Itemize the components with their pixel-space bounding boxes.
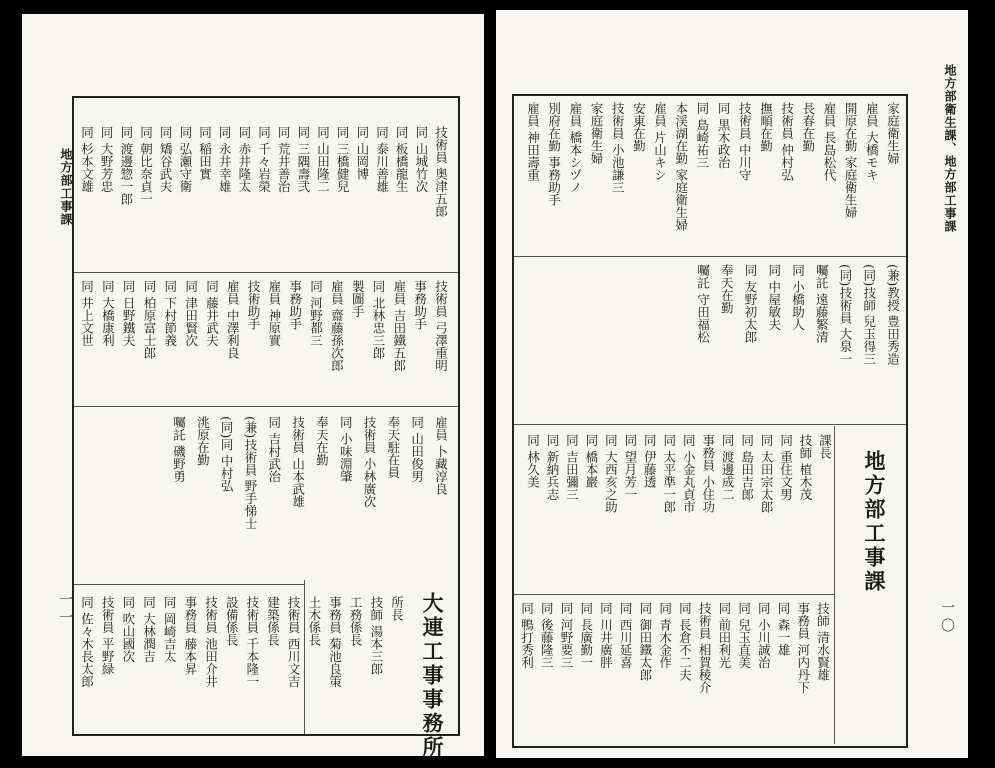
roster-entry: 同 柏原富士郎 (141, 280, 157, 359)
roster-entry: 雇員 長島松代 (821, 102, 837, 181)
roster-entry: 同 千々岩榮 (256, 126, 272, 193)
roster-entry: 事務助手 (412, 280, 428, 330)
roster-entry: 工務係長 (348, 596, 364, 646)
roster-entry: 同 三隅壽弐 (295, 126, 311, 193)
roster-entry: 同 吉田彌三 (564, 434, 580, 501)
roster-entry: 奉天在勤 (314, 416, 330, 466)
roster-entry: 同 三橋健兒 (335, 126, 351, 193)
roster-entry: 同 岡崎吉太 (162, 596, 178, 663)
roster-entry: 同 青木金作 (657, 602, 673, 669)
running-head: 地方部衛生課、地方部工事課 (943, 64, 957, 233)
roster-entry: 同 山田俊男 (409, 416, 425, 483)
roster-entry: 囑託 守田福松 (695, 264, 711, 343)
roster-entry: 同 藤井武夫 (204, 280, 220, 347)
roster-entry: 同 友野初太郎 (743, 264, 758, 343)
roster-entry: 同 小味淵肇 (338, 416, 354, 483)
roster-entry: 同 荒井善治 (276, 126, 292, 193)
roster-entry: 技術員 中川守 (737, 102, 753, 181)
roster-entry: 別府在勤 事務助手 (546, 102, 562, 206)
roster-entry: 同 新納兵志 (544, 434, 560, 501)
roster-entry: 同 橋本巖 (583, 434, 599, 488)
roster-entry: 雇員 齋藤孫次郎 (329, 280, 345, 372)
roster-entry: 同 山岡博 (354, 126, 370, 180)
roster-entry: 同 河野都三 (308, 280, 324, 347)
divider (834, 426, 835, 744)
roster-entry: 同 小金丸貞市 (681, 434, 697, 513)
roster-entry: 同 津田賢次 (183, 280, 199, 347)
roster-entry: 同 永井幸雄 (217, 126, 233, 193)
roster-entry: 同 朝比奈貞一 (138, 126, 154, 205)
roster-entry: 同 森一雄 (776, 602, 792, 656)
roster-entry: 同 川井廣胖 (598, 602, 614, 669)
roster-entry: 技術員 奥津五郎 (433, 126, 449, 218)
roster-entry: 同 杉本文雄 (79, 126, 95, 193)
roster-entry: 囑託 磯野勇 (171, 416, 187, 483)
page-number: 一〇 (939, 600, 955, 636)
roster-entry: 同 下村節義 (162, 280, 178, 347)
roster-entry: 技術員 相賀稜介 (697, 602, 713, 694)
divider (74, 406, 458, 407)
roster-entry: 事務員 菊池良策 (327, 596, 343, 688)
roster-entry: 同 黒木政治 (716, 102, 732, 169)
divider (514, 594, 834, 595)
roster-entry: 開原在勤 家庭衛生婦 (843, 102, 859, 219)
left-page (22, 14, 484, 760)
roster-entry: 同 島崎祐三 (694, 102, 710, 169)
roster-entry: 同 小川誠治 (756, 602, 772, 669)
roster-entry: 家庭衛生婦 (885, 102, 901, 165)
divider (514, 256, 906, 257)
roster-entry: 同 兒玉直美 (736, 602, 752, 669)
roster-entry: 長春在勤 (800, 102, 816, 152)
roster-entry: 安東在勤 (631, 102, 647, 152)
roster-entry: 事務員 藤本昇 (182, 596, 198, 675)
roster-entry: 同 太平準一郎 (661, 434, 677, 513)
roster-entry: 奉天駐在員 (385, 416, 401, 479)
roster-entry: 撫順在勤 (758, 102, 774, 152)
divider (514, 424, 906, 425)
roster-entry: 技師 清水賢雄 (815, 602, 831, 681)
roster-entry: 建築係長 (265, 596, 281, 646)
roster-entry: 同 御田鐵太郎 (637, 602, 653, 681)
roster-entry: 技師 湯本三郎 (368, 596, 384, 675)
roster-entry: 同 渡邊成二 (720, 434, 736, 501)
roster-entry: 設備係長 (224, 596, 240, 646)
roster-entry: 同 山城竹次 (413, 126, 429, 193)
roster-entry: 所長 (389, 596, 405, 621)
roster-entry: 事務員 小住功 (700, 434, 716, 513)
divider (74, 272, 458, 273)
divider (304, 580, 305, 734)
roster-entry: 同 弘瀬守衛 (177, 126, 193, 193)
roster-entry: 同 長倉不二夫 (677, 602, 693, 681)
running-head: 地方部工事課 (59, 148, 73, 226)
roster-entry: 同 鴨打秀利 (519, 602, 535, 669)
roster-entry: 雇員 卜藏淳良 (433, 416, 449, 495)
roster-entry: 技術員 仲村弘 (779, 102, 795, 181)
roster-entry: 技師 植木茂 (798, 434, 814, 501)
roster-entry: 同 矯谷武夫 (158, 126, 174, 193)
roster-entry: 同 中屋敏夫 (766, 264, 782, 331)
roster-entry: 同 北林忠三郎 (371, 280, 387, 359)
roster-entry: 同 重住文男 (778, 434, 794, 501)
roster-entry: 同 大野芳忠 (99, 126, 115, 193)
roster-entry: (同)技師 兒玉得三 (861, 264, 877, 366)
roster-entry: 同 後藤隆三 (539, 602, 555, 669)
roster-entry: 雇員 中澤利良 (225, 280, 241, 359)
roster-entry: (同)同 中村弘 (219, 416, 235, 493)
roster-entry: 雇員 吉田鐵五郎 (391, 280, 407, 372)
roster-entry: (同)技術員 大泉一 (838, 264, 853, 366)
roster-entry: 事務員 河内丹下 (795, 602, 811, 694)
roster-entry: 土木係長 (306, 596, 322, 646)
roster-entry: 同 日野鐵夫 (121, 280, 137, 347)
right-page (496, 10, 968, 758)
roster-entry: 同 板橋龍生 (394, 126, 410, 193)
roster-entry: 同 太田宗太郎 (759, 434, 775, 513)
roster-entry: 雇員 橋本シヅノ (567, 102, 583, 194)
roster-entry: 囑託 遠藤繁清 (814, 264, 830, 343)
roster-entry: 家庭衛生婦 (589, 102, 605, 165)
roster-entry: 事務助手 (287, 280, 303, 330)
roster-entry: 雇員 片山キシ (652, 102, 668, 181)
roster-entry: 技術員 山本武雄 (290, 416, 306, 508)
roster-entry: 本渓湖在勤 家庭衛生婦 (673, 102, 689, 231)
roster-entry: 同 大林潤吉 (141, 596, 157, 663)
roster-entry: (兼)技術員 野手悌士 (242, 416, 258, 530)
roster-entry: 同 西川延喜 (618, 602, 634, 669)
roster-entry: 同 大西亥之助 (603, 434, 619, 513)
roster-entry: 同 伊藤透 (642, 434, 658, 488)
roster-entry: 同 吉村武治 (266, 416, 282, 483)
roster-entry: (兼)教授 豊田秀造 (885, 264, 901, 366)
roster-entry: 技術員 小林廣次 (362, 416, 378, 508)
roster-entry: 同 吹山國次 (120, 596, 136, 663)
roster-entry: 同 佐々木長太郎 (79, 596, 95, 688)
roster-entry: 製圖手 (350, 280, 366, 318)
roster-entry: 同 泰川善雄 (374, 126, 390, 193)
roster-entry: 技術員 弓澤重明 (433, 280, 449, 372)
roster-entry: 技術員 平野緑 (100, 596, 116, 675)
roster-entry: 同 望月芳一 (622, 434, 638, 501)
roster-entry: 同 赤井隆太 (236, 126, 252, 193)
roster-entry: 雇員 神田壽重 (525, 102, 541, 181)
section-title: 地方部工事課 (862, 450, 887, 594)
roster-entry: 技術員 千本隆一 (244, 596, 260, 688)
office-title: 大連工事事務所 (420, 592, 445, 760)
roster-entry: 同 河野要三 (558, 602, 574, 669)
roster-entry: 雇員 大橋モキ (864, 102, 880, 181)
roster-entry: 同 林久美 (525, 434, 541, 488)
roster-entry: 同 長廣勤一 (578, 602, 594, 669)
roster-entry: 同 井上文世 (79, 280, 95, 347)
divider (74, 584, 304, 585)
roster-entry: 同 稲田實 (197, 126, 213, 180)
roster-entry: 洮原在勤 (195, 416, 211, 466)
roster-entry: 同 山田隆二 (315, 126, 331, 193)
roster-entry: 技術助手 (246, 280, 262, 330)
roster-entry: 技術員 池田介井 (203, 596, 219, 688)
page-number: 一一 (57, 592, 73, 628)
roster-entry: 同 渡邊惣一郎 (118, 126, 134, 205)
roster-entry: 技術員 小池謙三 (610, 102, 626, 194)
roster-entry: 同 大橋康利 (100, 280, 116, 347)
roster-entry: 同 前田利光 (716, 602, 732, 669)
roster-entry: 課長 (817, 434, 833, 459)
roster-entry: 雇員 神原實 (266, 280, 282, 347)
roster-entry: 奉天在勤 (719, 264, 735, 314)
roster-entry: 同 島田吉郎 (739, 434, 755, 501)
roster-entry: 同 小橋助人 (790, 264, 806, 331)
roster-entry: 技術員 西川文吉 (286, 596, 302, 688)
